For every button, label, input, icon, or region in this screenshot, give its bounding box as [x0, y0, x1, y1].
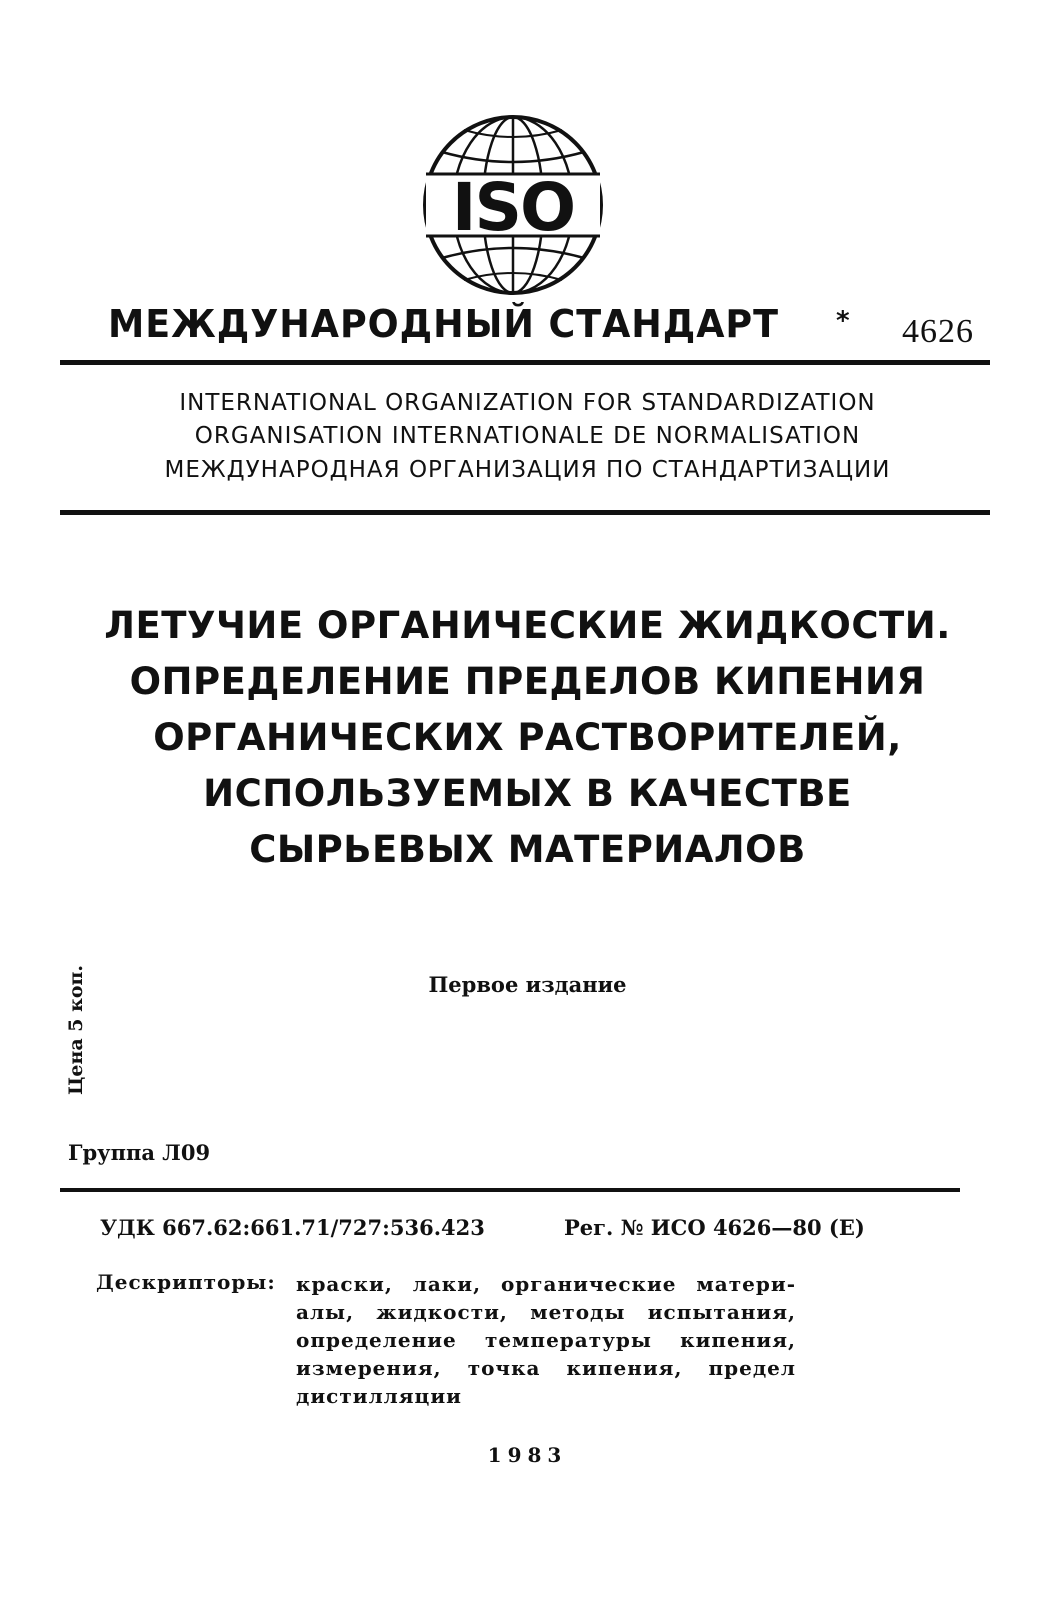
edition-note: Первое издание — [428, 972, 627, 997]
descriptors-line: дистилляции — [296, 1384, 462, 1408]
price-label: Цена 5 коп. — [65, 964, 87, 1095]
standard-number: 4626 — [902, 313, 974, 350]
header-divider-bottom — [60, 510, 990, 515]
standard-title: МЕЖДУНАРОДНЫЙ СТАНДАРТ — [108, 302, 779, 346]
descriptors-line: алы, жидкости, методы испытания, — [296, 1300, 796, 1324]
iso-logo-text: ISO — [451, 169, 575, 246]
title-line: СЫРЬЕВЫХ МАТЕРИАЛОВ — [249, 828, 806, 871]
iso-globe-logo — [420, 112, 606, 298]
organization-name-ru: МЕЖДУНАРОДНАЯ ОРГАНИЗАЦИЯ ПО СТАНДАРТИЗАЦИИ — [164, 457, 891, 483]
udk-code: УДК 667.62:661.71/727:536.423 — [100, 1215, 485, 1240]
standard-star-mark: * — [836, 306, 850, 336]
descriptors-label: Дескрипторы: — [96, 1270, 276, 1294]
header-divider-top — [60, 360, 990, 365]
document-title — [0, 598, 1055, 878]
registration-number: Рег. № ИСО 4626—80 (Е) — [564, 1215, 865, 1240]
title-line: ЛЕТУЧИЕ ОРГАНИЧЕСКИЕ ЖИДКОСТИ. — [104, 604, 951, 647]
descriptors-list — [296, 1270, 796, 1410]
organization-name-en: INTERNATIONAL ORGANIZATION FOR STANDARDIZATION — [179, 390, 876, 416]
title-line: ОПРЕДЕЛЕНИЕ ПРЕДЕЛОВ КИПЕНИЯ — [129, 660, 926, 703]
publication-year: 1983 — [487, 1443, 568, 1467]
descriptors-line: измерения, точка кипения, предел — [296, 1356, 796, 1380]
descriptors-line: определение температуры кипения, — [296, 1328, 796, 1352]
footer-divider — [60, 1188, 960, 1192]
organization-name-fr: ORGANISATION INTERNATIONALE DE NORMALISATION — [194, 423, 861, 449]
title-line: ИСПОЛЬЗУЕМЫХ В КАЧЕСТВЕ — [203, 772, 852, 815]
group-code: Группа Л09 — [68, 1140, 211, 1165]
title-line: ОРГАНИЧЕСКИХ РАСТВОРИТЕЛЕЙ, — [153, 716, 902, 759]
descriptors-line: краски, лаки, органические матери- — [296, 1272, 796, 1296]
